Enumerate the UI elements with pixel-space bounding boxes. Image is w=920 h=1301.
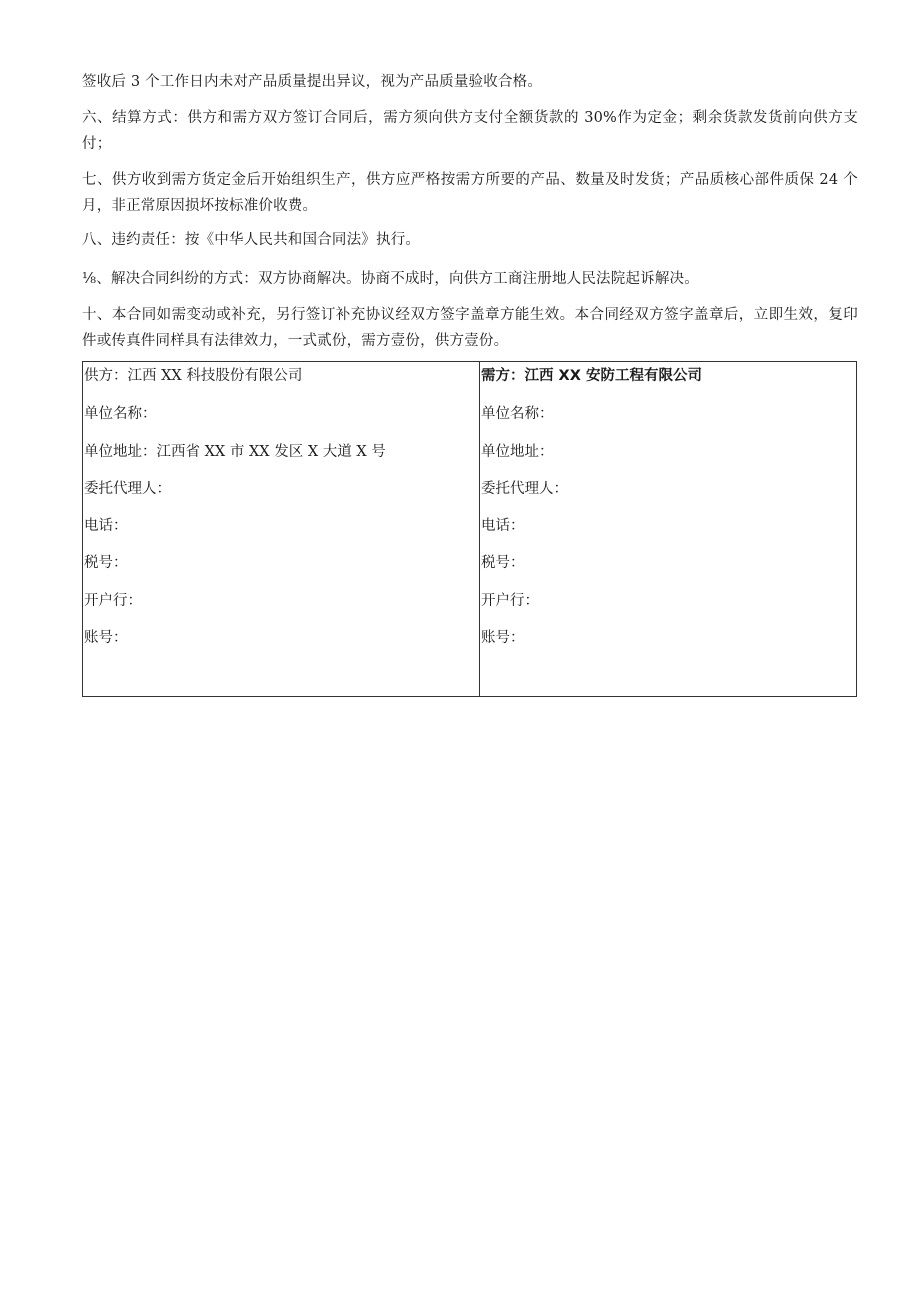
buyer-account: 账号： — [481, 630, 525, 646]
supplier-account: 账号： — [84, 630, 128, 646]
supplier-phone: 电话： — [84, 518, 128, 534]
buyer-bank: 开户行： — [481, 593, 539, 609]
clause-production-delivery: 七、供方收到需方货定金后开始组织生产，供方应严格按需方所要的产品、数量及时发货；产品质核心部件质保 24 个月，非正常原因损坏按标准价收费。 — [82, 172, 858, 214]
buyer-unit-name: 单位名称： — [481, 406, 554, 422]
supplier-bank: 开户行： — [84, 593, 142, 609]
party-info-table — [82, 361, 857, 697]
supplier-unit-name: 单位名称： — [84, 406, 157, 422]
buyer-phone: 电话： — [481, 518, 525, 534]
supplier-tax-number: 税号： — [84, 555, 128, 571]
buyer-address: 单位地址： — [481, 444, 554, 460]
clause-liability: 八、违约责任：按《中华人民共和国合同法》执行。 — [82, 232, 421, 248]
clause-quality-acceptance: 签收后 3 个工作日内未对产品质量提出异议，视为产品质量验收合格。 — [82, 74, 543, 90]
supplier-address: 单位地址：江西省 XX 市 XX 发区 X 大道 X 号 — [84, 444, 386, 460]
buyer-title: 需方：江西 XX 安防工程有限公司 — [481, 368, 702, 384]
supplier-agent: 委托代理人： — [84, 481, 171, 497]
supplier-column — [83, 362, 480, 696]
buyer-tax-number: 税号： — [481, 555, 525, 571]
clause-amendment-validity: 十、本合同如需变动或补充，另行签订补充协议经双方签字盖章方能生效。本合同经双方签字盖章后，立即生效，复印件或传真件同样具有法律效力，一式贰份，需方壹份，供方壹份。 — [82, 307, 858, 349]
buyer-agent: 委托代理人： — [481, 481, 568, 497]
clause-dispute-resolution: ⅛、解决合同纠纷的方式：双方协商解决。协商不成时，向供方工商注册地人民法院起诉解决。 — [82, 271, 699, 287]
buyer-column — [480, 362, 856, 696]
clause-settlement-method: 六、结算方式：供方和需方双方签订合同后，需方须向供方支付全额货款的 30%作为定金；剩余货款发货前向供方支付； — [82, 110, 858, 152]
supplier-title: 供方：江西 XX 科技股份有限公司 — [84, 368, 303, 384]
